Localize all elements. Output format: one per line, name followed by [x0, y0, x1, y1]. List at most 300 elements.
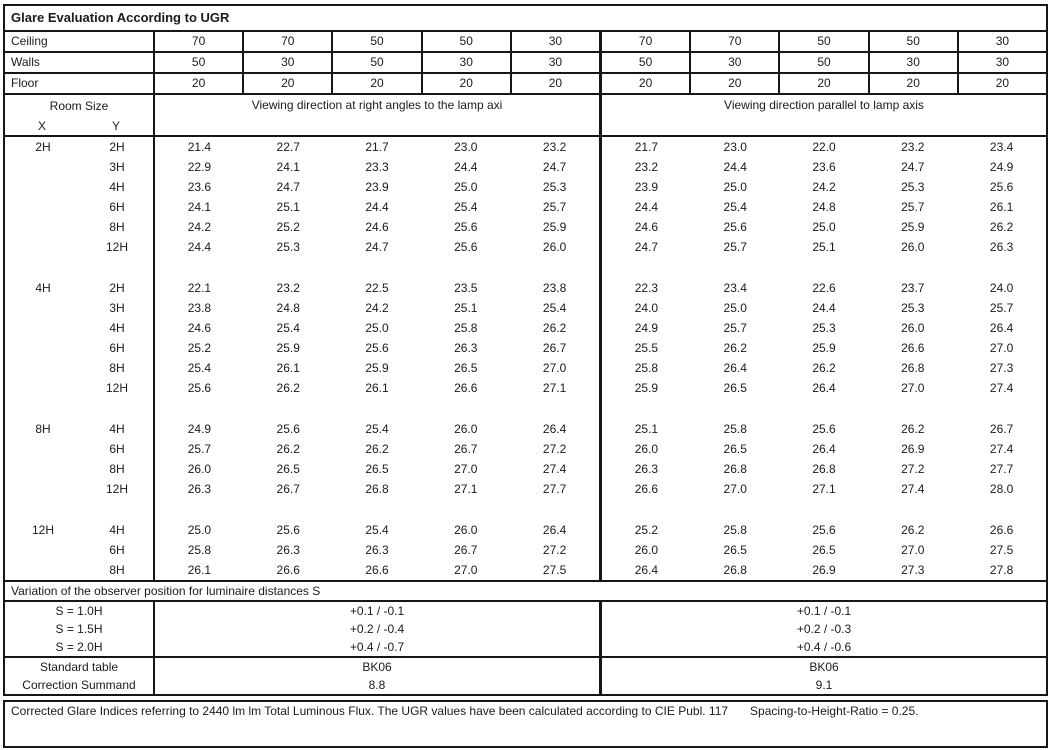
summary-label: Standard table [5, 658, 155, 676]
ugr-value-cell: 26.5 [365, 462, 389, 476]
values-left [155, 520, 602, 540]
room-x-label [5, 378, 81, 398]
ugr-value-cell [602, 499, 691, 520]
variation-value-left: +0.1 / -0.1 [155, 602, 602, 620]
ugr-value-cell: 26.7 [989, 422, 1014, 436]
ugr-value-cell: 25.8 [454, 321, 478, 335]
ugr-value-cell: 25.4 [365, 422, 389, 436]
values-right [602, 32, 1046, 51]
footer-note [3, 700, 1048, 748]
room-y-label: 6H [81, 338, 155, 358]
ugr-value-cell: 25.4 [454, 200, 478, 214]
ugr-value-cell: 26.7 [454, 543, 478, 557]
ugr-row [5, 318, 1046, 338]
variation-value-left: +0.2 / -0.4 [155, 620, 602, 638]
ugr-row [5, 540, 1046, 560]
surface-value-cell: 20 [423, 74, 512, 93]
room-y-label: 6H [81, 540, 155, 560]
spacer-row [5, 499, 1046, 520]
room-size-header [5, 95, 155, 135]
ugr-value-cell: 25.0 [365, 321, 389, 335]
values-right [602, 378, 1046, 398]
ugr-row [5, 278, 1046, 298]
ugr-value-cell: 27.1 [812, 482, 836, 496]
ugr-value-cell: 24.1 [276, 160, 300, 174]
ugr-value-cell: 25.8 [634, 361, 659, 375]
room-y-label: 12H [81, 479, 155, 499]
ugr-value-cell: 26.8 [365, 482, 389, 496]
ugr-value-cell [510, 499, 599, 520]
ugr-value-cell: 26.2 [901, 523, 925, 537]
surface-row [5, 53, 1046, 74]
glare-evaluation-table [3, 4, 1048, 696]
ugr-value-cell: 25.9 [634, 381, 659, 395]
ugr-value-cell: 26.1 [365, 381, 389, 395]
ugr-value-cell [244, 398, 333, 419]
ugr-value-cell: 26.0 [901, 240, 925, 254]
ugr-value-cell: 26.5 [454, 361, 478, 375]
ugr-value-cell [510, 257, 599, 278]
values-right [602, 197, 1046, 217]
variation-section-title: Variation of the observer position for luminaire distances S [5, 580, 1046, 602]
ugr-value-cell: 24.4 [454, 160, 478, 174]
ugr-value-cell: 26.2 [901, 422, 925, 436]
ugr-value-cell: 23.4 [723, 281, 747, 295]
values-right [602, 53, 1046, 72]
room-x-label [5, 257, 81, 278]
ugr-value-cell: 26.9 [901, 442, 925, 456]
ugr-value-cell [780, 499, 869, 520]
ugr-value-cell: 25.4 [187, 361, 212, 375]
ugr-row [5, 298, 1046, 318]
ugr-value-cell: 26.7 [454, 442, 478, 456]
surface-value-cell: 70 [602, 32, 691, 51]
values-right [602, 520, 1046, 540]
surface-value-cell: 50 [780, 32, 869, 51]
summary-rows [5, 656, 1046, 694]
values-left [155, 177, 602, 197]
viewing-direction-parallel-header: Viewing direction parallel to lamp axis [724, 98, 924, 112]
ugr-value-cell: 27.1 [542, 381, 567, 395]
surface-value-cell: 20 [333, 74, 422, 93]
values-right [602, 459, 1046, 479]
values-right [602, 298, 1046, 318]
surface-value-cell: 70 [691, 32, 780, 51]
ugr-value-cell [602, 398, 691, 419]
variation-value-right: +0.1 / -0.1 [796, 604, 852, 618]
ugr-value-cell: 25.6 [454, 220, 478, 234]
ugr-value-cell: 24.1 [187, 200, 212, 214]
luminaire-distance-label: S = 2.0H [5, 638, 155, 656]
ugr-value-cell: 26.2 [812, 361, 836, 375]
ugr-value-cell: 24.7 [634, 240, 659, 254]
ugr-value-cell: 25.6 [187, 381, 212, 395]
values-left [155, 278, 602, 298]
room-x-label [5, 177, 81, 197]
ugr-value-cell: 25.2 [276, 220, 300, 234]
ugr-row [5, 177, 1046, 197]
values-right [602, 540, 1046, 560]
ugr-value-cell: 27.0 [542, 361, 567, 375]
room-x-label [5, 479, 81, 499]
ugr-value-cell: 25.4 [542, 301, 567, 315]
ugr-value-cell: 23.2 [634, 160, 659, 174]
ugr-value-cell [957, 499, 1046, 520]
ugr-value-cell: 27.8 [989, 563, 1014, 577]
values-left [155, 53, 602, 72]
surface-value-cell: 70 [155, 32, 244, 51]
ugr-value-cell: 25.6 [812, 422, 836, 436]
ugr-value-cell: 25.1 [276, 200, 300, 214]
values-left [155, 398, 602, 419]
variation-value-left: +0.4 / -0.7 [155, 638, 602, 656]
surface-reflectance-rows [5, 32, 1046, 95]
room-y-label: 4H [81, 177, 155, 197]
ugr-value-cell: 27.5 [542, 563, 567, 577]
ugr-value-cell [691, 398, 780, 419]
room-x-label: 4H [35, 281, 51, 295]
table-title: Glare Evaluation According to UGR [5, 6, 1046, 32]
ugr-value-cell: 26.3 [454, 341, 478, 355]
variation-row [5, 602, 1046, 620]
ugr-value-cell: 27.2 [542, 442, 567, 456]
ugr-value-cell: 23.8 [187, 301, 212, 315]
values-left [155, 318, 602, 338]
surface-value-cell: 70 [244, 32, 333, 51]
ugr-value-cell: 25.9 [901, 220, 925, 234]
room-y-label: 8H [81, 560, 155, 580]
ugr-value-cell: 26.4 [542, 422, 567, 436]
ugr-value-cell: 26.3 [276, 543, 300, 557]
room-y-label: 12H [81, 378, 155, 398]
surface-value-cell: 20 [155, 74, 244, 93]
ugr-value-cell: 24.6 [634, 220, 659, 234]
ugr-value-cell: 26.1 [187, 563, 212, 577]
ugr-value-cell: 25.7 [989, 301, 1014, 315]
values-left [155, 560, 602, 580]
room-x-label: 8H [35, 422, 51, 436]
values-right [602, 358, 1046, 378]
ugr-value-cell: 27.3 [989, 361, 1014, 375]
summary-value-right: BK06 [809, 660, 839, 674]
ugr-value-cell: 25.3 [901, 301, 925, 315]
ugr-value-cell: 26.5 [723, 381, 747, 395]
ugr-value-cell: 28.0 [989, 482, 1014, 496]
room-y-label: 8H [81, 217, 155, 237]
ugr-value-cell [333, 398, 422, 419]
ugr-value-cell: 23.6 [812, 160, 836, 174]
values-left [155, 74, 602, 93]
values-right [602, 137, 1046, 157]
ugr-value-cell: 24.9 [187, 422, 212, 436]
ugr-row [5, 560, 1046, 580]
values-right [602, 237, 1046, 257]
ugr-data-body [5, 137, 1046, 580]
ugr-row [5, 338, 1046, 358]
ugr-value-cell: 26.6 [276, 563, 300, 577]
ugr-value-cell: 23.0 [723, 140, 747, 154]
ugr-value-cell: 22.6 [812, 281, 836, 295]
surface-value-cell: 50 [333, 32, 422, 51]
values-left [155, 157, 602, 177]
ugr-value-cell [780, 257, 869, 278]
ugr-value-cell: 26.6 [365, 563, 389, 577]
ugr-value-cell [868, 257, 957, 278]
ugr-value-cell: 24.2 [812, 180, 836, 194]
ugr-value-cell: 26.8 [723, 563, 747, 577]
ugr-value-cell: 23.3 [365, 160, 389, 174]
values-right [602, 479, 1046, 499]
ugr-value-cell: 26.5 [723, 543, 747, 557]
ugr-value-cell [868, 499, 957, 520]
ugr-value-cell: 25.3 [276, 240, 300, 254]
ugr-value-cell: 26.0 [454, 422, 478, 436]
room-x-label [5, 398, 81, 419]
column-header-row [5, 95, 1046, 137]
room-x-label [5, 439, 81, 459]
values-left [155, 298, 602, 318]
ugr-value-cell: 26.0 [542, 240, 567, 254]
surface-value-cell: 30 [870, 53, 959, 72]
ugr-value-cell: 26.6 [634, 482, 659, 496]
values-left [155, 419, 602, 439]
values-left [155, 137, 602, 157]
surface-value-cell: 20 [602, 74, 691, 93]
summary-value-left: BK06 [155, 658, 602, 676]
surface-value-cell: 20 [691, 74, 780, 93]
room-x-label [5, 157, 81, 177]
room-y-label: 6H [81, 197, 155, 217]
surface-value-cell: 30 [244, 53, 333, 72]
room-x-label [5, 237, 81, 257]
values-right [602, 439, 1046, 459]
ugr-value-cell: 23.0 [454, 140, 478, 154]
surface-row [5, 74, 1046, 95]
ugr-value-cell [421, 257, 510, 278]
ugr-value-cell: 21.7 [365, 140, 389, 154]
surface-label: Ceiling [5, 32, 155, 51]
ugr-value-cell: 25.6 [989, 180, 1014, 194]
room-size-label: Room Size [49, 99, 109, 113]
surface-value-cell: 30 [691, 53, 780, 72]
summary-row [5, 658, 1046, 676]
ugr-value-cell [421, 499, 510, 520]
ugr-value-cell: 27.0 [989, 341, 1014, 355]
ugr-value-cell: 24.6 [187, 321, 212, 335]
room-x-label: 2H [35, 140, 51, 154]
summary-value-right: 9.1 [815, 678, 833, 692]
ugr-value-cell: 26.2 [276, 442, 300, 456]
room-x-label [5, 459, 81, 479]
room-y-label: 2H [81, 137, 155, 157]
ugr-value-cell: 26.6 [989, 523, 1014, 537]
room-x-label [5, 499, 81, 520]
ugr-value-cell: 25.0 [723, 301, 747, 315]
ugr-value-cell: 27.2 [542, 543, 567, 557]
variation-rows [5, 602, 1046, 656]
ugr-value-cell: 24.4 [634, 200, 659, 214]
surface-value-cell: 20 [995, 76, 1010, 90]
ugr-value-cell: 27.0 [723, 482, 747, 496]
ugr-value-cell: 22.1 [187, 281, 212, 295]
summary-label: Correction Summand [5, 676, 155, 694]
ugr-value-cell [691, 257, 780, 278]
room-y-label: 3H [81, 298, 155, 318]
room-x-label [5, 298, 81, 318]
ugr-value-cell: 24.7 [276, 180, 300, 194]
surface-value-cell: 30 [548, 55, 563, 69]
ugr-value-cell: 26.9 [812, 563, 836, 577]
ugr-value-cell: 26.7 [276, 482, 300, 496]
ugr-value-cell: 21.4 [187, 140, 212, 154]
surface-value-cell: 20 [548, 76, 563, 90]
ugr-value-cell: 25.6 [454, 240, 478, 254]
ugr-value-cell: 21.7 [634, 140, 659, 154]
ugr-value-cell: 25.0 [454, 180, 478, 194]
ugr-value-cell: 26.0 [187, 462, 212, 476]
surface-value-cell: 20 [780, 74, 869, 93]
room-x-label [5, 540, 81, 560]
ugr-value-cell: 22.7 [276, 140, 300, 154]
ugr-value-cell: 24.0 [634, 301, 659, 315]
room-x-label [5, 560, 81, 580]
ugr-value-cell: 25.7 [901, 200, 925, 214]
room-y-label: 3H [81, 157, 155, 177]
values-right [602, 499, 1046, 520]
room-y-label [81, 398, 155, 419]
room-y-label: 6H [81, 439, 155, 459]
ugr-value-cell [691, 499, 780, 520]
ugr-value-cell: 24.4 [723, 160, 747, 174]
ugr-row [5, 237, 1046, 257]
ugr-value-cell [957, 398, 1046, 419]
ugr-value-cell [957, 257, 1046, 278]
room-y-label: 4H [81, 520, 155, 540]
room-x-label [5, 338, 81, 358]
surface-value-cell: 30 [423, 53, 512, 72]
ugr-value-cell: 22.9 [187, 160, 212, 174]
ugr-value-cell: 25.3 [901, 180, 925, 194]
ugr-row [5, 137, 1046, 157]
values-right [602, 338, 1046, 358]
ugr-value-cell: 25.6 [365, 341, 389, 355]
surface-value-cell: 30 [995, 34, 1010, 48]
ugr-value-cell: 25.1 [454, 301, 478, 315]
surface-value-cell: 20 [870, 74, 959, 93]
ugr-value-cell: 24.7 [542, 160, 567, 174]
ugr-value-cell: 23.7 [901, 281, 925, 295]
ugr-value-cell: 27.4 [901, 482, 925, 496]
ugr-value-cell: 27.1 [454, 482, 478, 496]
ugr-row [5, 217, 1046, 237]
ugr-value-cell: 24.4 [812, 301, 836, 315]
values-right [602, 318, 1046, 338]
ugr-row [5, 197, 1046, 217]
values-left [155, 32, 602, 51]
ugr-value-cell: 23.8 [542, 281, 567, 295]
values-right [602, 419, 1046, 439]
summary-value-left: 8.8 [155, 676, 602, 694]
ugr-value-cell: 26.5 [723, 442, 747, 456]
ugr-value-cell: 25.9 [276, 341, 300, 355]
surface-value-cell: 50 [870, 32, 959, 51]
ugr-value-cell: 22.5 [365, 281, 389, 295]
ugr-value-cell: 25.9 [812, 341, 836, 355]
luminaire-distance-label: S = 1.5H [5, 620, 155, 638]
spacer-row [5, 398, 1046, 419]
ugr-value-cell: 24.4 [365, 200, 389, 214]
ugr-value-cell: 24.9 [634, 321, 659, 335]
ugr-row [5, 419, 1046, 439]
summary-row [5, 676, 1046, 694]
ugr-value-cell: 25.5 [634, 341, 659, 355]
values-left [155, 499, 602, 520]
room-x-label: 12H [31, 523, 54, 537]
values-left [155, 479, 602, 499]
footer-ratio-text: Spacing-to-Height-Ratio = 0.25. [750, 704, 919, 718]
ugr-value-cell: 26.0 [901, 321, 925, 335]
ugr-value-cell: 23.2 [276, 281, 300, 295]
surface-value-cell: 20 [244, 74, 333, 93]
ugr-value-cell: 26.6 [454, 381, 478, 395]
ugr-value-cell: 25.8 [187, 543, 212, 557]
ugr-value-cell: 23.2 [901, 140, 925, 154]
ugr-row [5, 520, 1046, 540]
ugr-value-cell: 25.2 [187, 341, 212, 355]
room-x-label [5, 358, 81, 378]
ugr-value-cell: 25.0 [812, 220, 836, 234]
ugr-row [5, 479, 1046, 499]
surface-value-cell: 50 [780, 53, 869, 72]
variation-value-right: +0.4 / -0.6 [796, 640, 852, 654]
ugr-value-cell: 25.0 [187, 523, 212, 537]
ugr-value-cell: 25.7 [723, 240, 747, 254]
ugr-value-cell [244, 499, 333, 520]
room-x-label [5, 197, 81, 217]
ugr-value-cell [510, 398, 599, 419]
ugr-value-cell: 26.0 [634, 442, 659, 456]
values-left [155, 257, 602, 278]
values-right [602, 177, 1046, 197]
ugr-value-cell: 23.6 [187, 180, 212, 194]
ugr-value-cell: 26.2 [365, 442, 389, 456]
ugr-value-cell: 25.6 [723, 220, 747, 234]
ugr-value-cell: 23.4 [989, 140, 1014, 154]
ugr-value-cell: 26.3 [187, 482, 212, 496]
ugr-value-cell: 26.2 [723, 341, 747, 355]
values-right [602, 74, 1046, 93]
ugr-value-cell: 25.0 [723, 180, 747, 194]
ugr-value-cell: 25.2 [634, 523, 659, 537]
ugr-value-cell: 25.9 [365, 361, 389, 375]
ugr-value-cell: 25.1 [634, 422, 659, 436]
ugr-value-cell [333, 257, 422, 278]
ugr-value-cell: 26.4 [634, 563, 659, 577]
room-y-label: 4H [81, 419, 155, 439]
ugr-value-cell: 25.3 [812, 321, 836, 335]
ugr-row [5, 439, 1046, 459]
ugr-value-cell: 26.4 [812, 442, 836, 456]
ugr-value-cell [780, 398, 869, 419]
surface-value-cell: 50 [155, 53, 244, 72]
luminaire-distance-label: S = 1.0H [5, 602, 155, 620]
ugr-value-cell: 24.9 [989, 160, 1014, 174]
ugr-value-cell: 27.4 [989, 381, 1014, 395]
values-left [155, 217, 602, 237]
ugr-value-cell: 25.4 [276, 321, 300, 335]
values-right [602, 217, 1046, 237]
values-left [155, 378, 602, 398]
